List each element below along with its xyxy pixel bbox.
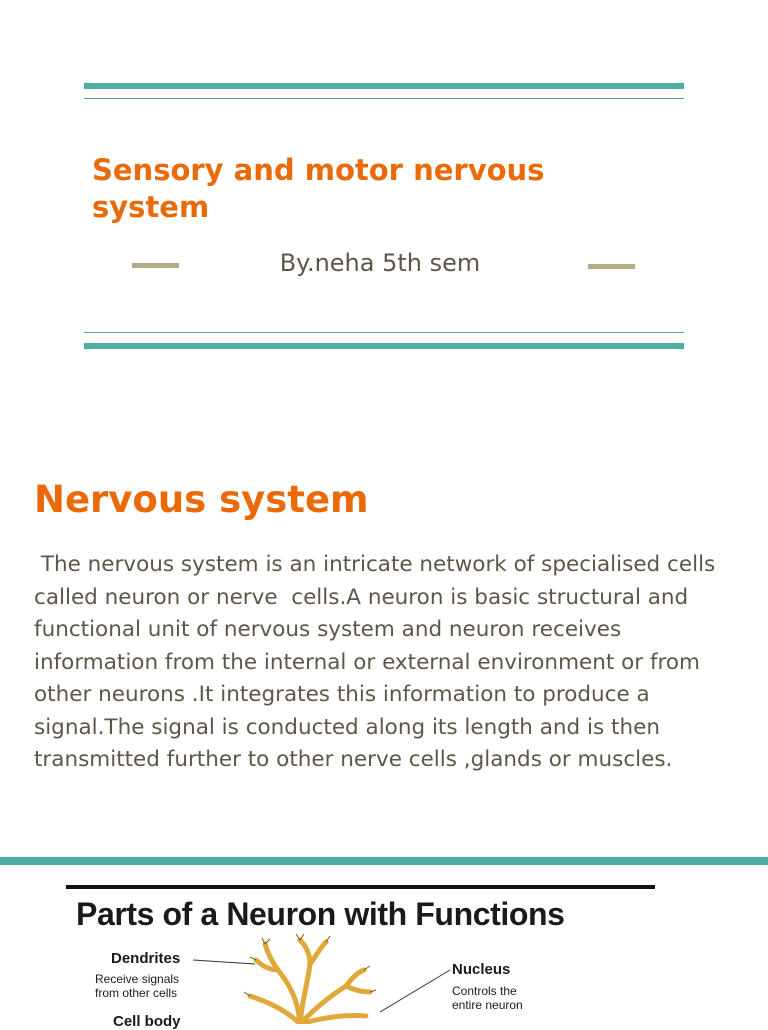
section-heading: Nervous system xyxy=(34,478,369,521)
label-nucleus-desc-1: Controls the xyxy=(452,984,517,998)
title-bottom-thin-rule xyxy=(84,332,684,333)
slide-divider xyxy=(0,857,768,865)
label-nucleus-desc-2: entire neuron xyxy=(452,998,523,1012)
title-top-thick-rule xyxy=(84,83,684,89)
label-dendrites: Dendrites xyxy=(111,950,181,967)
label-cell-body: Cell body xyxy=(113,1013,181,1030)
presentation-subtitle: By.neha 5th sem xyxy=(279,249,481,277)
diagram-top-bar xyxy=(66,885,655,889)
section-body-text: The nervous system is an intricate network of specialised cells called neuron or nerve cells.A neuron is basic structural and functional unit of nervous system and neuron receives information from the internal or external environment or from other neurons .It integrates this information to produce a signal.The signal is conducted along its length and is then transmitted further to other nerve cells ,glands or muscles. xyxy=(34,552,723,772)
diagram-title: Parts of a Neuron with Functions xyxy=(76,896,565,932)
label-dendrites-desc-1: Receive signals xyxy=(95,972,180,986)
title-bottom-thick-rule xyxy=(84,343,684,349)
subtitle-left-dash xyxy=(132,263,179,268)
neuron-illustration xyxy=(150,930,470,1024)
label-dendrites-desc-2: from other cells xyxy=(95,986,178,1000)
title-top-thin-rule xyxy=(84,98,684,99)
subtitle-right-dash xyxy=(588,264,635,269)
presentation-title: Sensory and motor nervous system xyxy=(92,153,545,224)
label-nucleus: Nucleus xyxy=(452,961,511,978)
